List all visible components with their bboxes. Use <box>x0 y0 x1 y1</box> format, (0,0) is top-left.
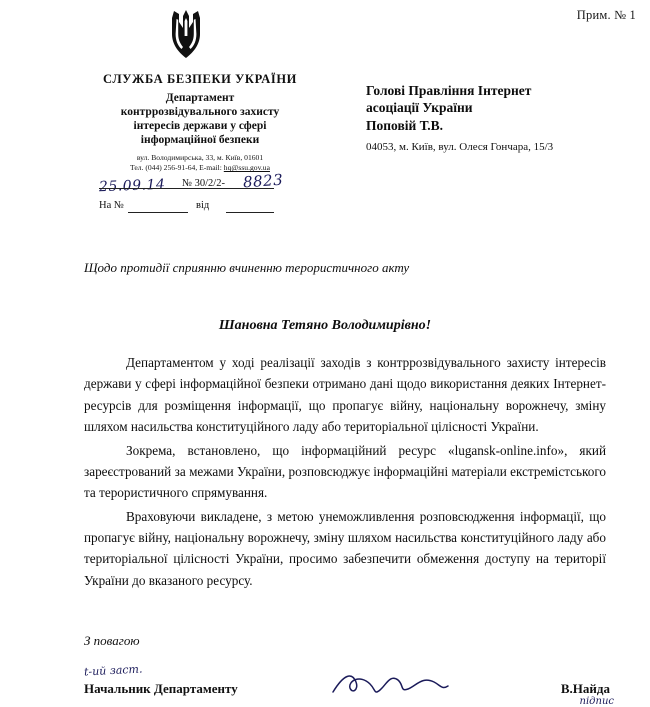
signature-scribble <box>330 668 450 698</box>
reply-to-label: На № <box>99 200 124 211</box>
signer-name: В.Найда <box>560 681 610 696</box>
addressee-line-3: Поповій Т.В. <box>366 117 444 133</box>
department-line-2: контррозвідувального захисту <box>120 106 280 119</box>
body-paragraph-3: Враховуючи викладене, з метою унеможливлення розповсюдження інформації, що пропагує війну, національну ворожнечу, зміну шляхом насильства конституційного ладу або територіальної цілісності України, просимо забезпечити обмеження доступу на території України до вказаного ресурсу. <box>84 508 606 588</box>
handwritten-date: 25.09.14 <box>98 176 166 196</box>
subject-line: Щодо протидії сприянню вчиненню терористичного акту <box>84 260 410 275</box>
date-rule <box>226 212 274 213</box>
signer-sub-note: підпис <box>579 696 614 707</box>
signer-position-title: Начальник Департаменту <box>84 681 238 696</box>
email-link[interactable]: hq@ssu.gov.ua <box>223 163 270 173</box>
reference-number-label: № 30/2/2- <box>182 178 225 189</box>
organization-name: СЛУЖБА БЕЗПЕКИ УКРАЇНИ <box>103 72 297 86</box>
ukraine-trident-emblem <box>160 8 212 70</box>
letterhead-block <box>60 72 340 174</box>
handwritten-deputy-note: t-ий заст. <box>83 662 143 679</box>
body-paragraph-1: Департаментом у ході реалізації заходів з контррозвідувального захисту інтересів держави у сфері інформаційної безпеки отримано дані щодо використання деяких Інтернет-ресурсів для розміщення інформації, що пропагує війну, національну ворожнечу, зміну шляхом насильства конституційного ладу або територіальної цілісності України. <box>84 355 606 435</box>
phone-label: Тел. (044) 256-91-64, E-mail: <box>130 163 224 173</box>
department-line-3: інтересів держави у сфері <box>133 120 267 133</box>
addressee-block <box>366 82 631 154</box>
department-line-1: Департамент <box>165 92 235 104</box>
handwritten-reference-number: 8823 <box>242 170 284 192</box>
body-paragraph-2: Зокрема, встановлено, що інформаційний ресурс «lugansk-online.info», який зареєстрований за межами України, розповсюджує інформаційні матеріали екстремістського та терористичного спрямування. <box>84 442 606 501</box>
copy-number-note: Прим. № 1 <box>576 8 636 22</box>
salutation: Шановна Тетяно Володимирівно! <box>218 318 432 333</box>
addressee-line-2: асоціації України <box>366 100 473 116</box>
reply-to-rule <box>128 212 188 213</box>
addressee-address: 04053, м. Київ, вул. Олеся Гончара, 15/3 <box>366 140 554 153</box>
addressee-line-1: Голові Правління Інтернет <box>366 83 532 98</box>
closing-phrase: З повагою <box>84 633 140 648</box>
contact-line <box>60 163 340 173</box>
date-label: від <box>196 200 210 211</box>
postal-address: вул. Володимирська, 33, м. Київ, 01601 <box>136 153 264 163</box>
letter-body <box>84 352 606 593</box>
department-line-4: інформаційної безпеки <box>140 134 260 147</box>
